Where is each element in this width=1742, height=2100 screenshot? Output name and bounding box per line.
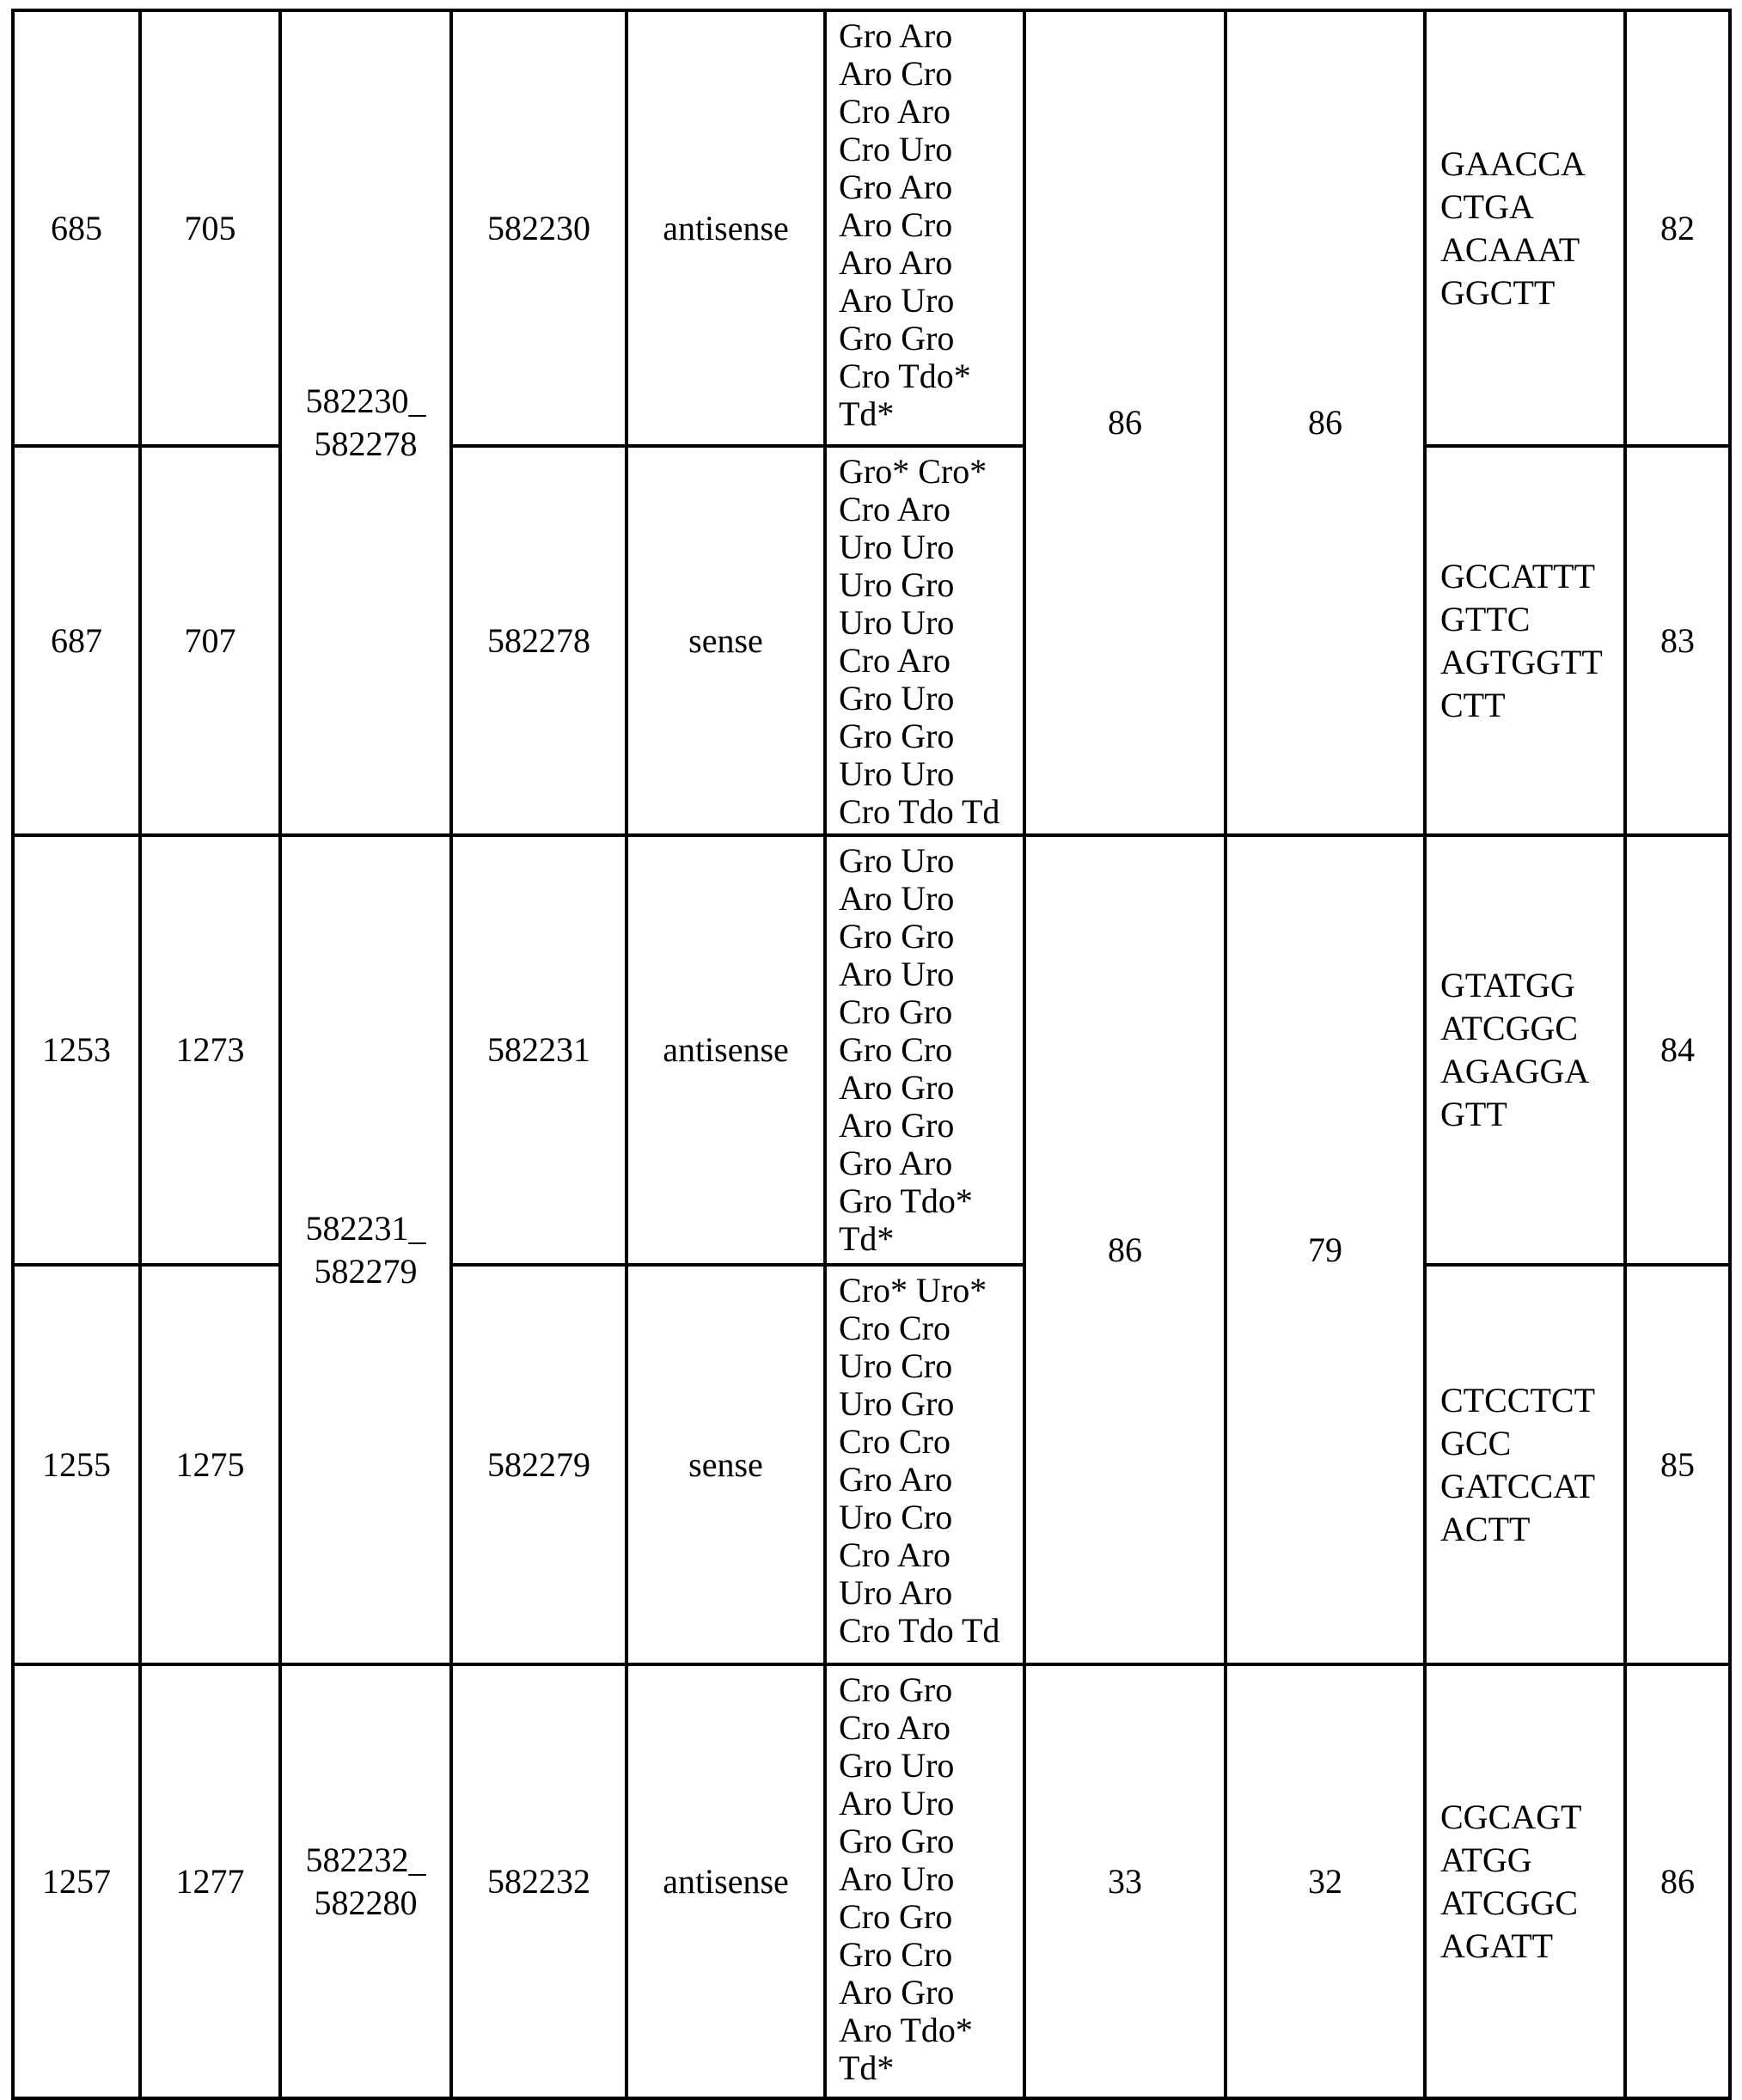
cell-end: 1273 [140,835,280,1265]
cell-end: 1275 [140,1265,280,1664]
table-row [13,446,1730,835]
cell-start: 1253 [13,835,140,1265]
cell-strand: sense [627,446,825,835]
cell-start: 685 [13,10,140,446]
cell-chemistry: Gro Aro Aro Cro Cro Aro Cro Uro Gro Aro Aro Cro Aro Aro Aro Uro Gro Gro Cro Tdo* Td* [825,10,1024,446]
cell-compound-id: 582279 [451,1265,627,1664]
cell-chemistry: Cro Gro Cro Aro Gro Uro Aro Uro Gro Gro Aro Uro Cro Gro Gro Cro Aro Gro Aro Tdo* Td* [825,1664,1024,2098]
cell-start: 1255 [13,1265,140,1664]
cell-sequence: GTATGG ATCGGC AGAGGA GTT [1425,835,1625,1265]
cell-compound-id: 582230 [451,10,627,446]
table-row [13,1265,1730,1664]
cell-strand: antisense [627,1664,825,2098]
cell-seq-id: 82 [1625,10,1730,446]
cell-seq-id: 86 [1625,1664,1730,2098]
cell-value-1: 86 [1024,835,1226,1664]
cell-strand: sense [627,1265,825,1664]
cell-seq-id: 83 [1625,446,1730,835]
cell-sequence: GAACCA CTGA ACAAAT GGCTT [1425,10,1625,446]
cell-value-1: 86 [1024,10,1226,835]
cell-end: 1277 [140,1664,280,2098]
cell-value-2: 79 [1226,835,1425,1664]
oligonucleotide-table [11,9,1732,2100]
cell-end: 707 [140,446,280,835]
cell-compound-id: 582278 [451,446,627,835]
table-row [13,1664,1730,2098]
cell-compound-id: 582232 [451,1664,627,2098]
cell-strand: antisense [627,835,825,1265]
cell-value-2: 86 [1226,10,1425,835]
cell-seq-id: 85 [1625,1265,1730,1664]
cell-start: 687 [13,446,140,835]
cell-seq-id: 84 [1625,835,1730,1265]
cell-duplex-id: 582232_ 582280 [280,1664,451,2098]
cell-sequence: CGCAGT ATGG ATCGGC AGATT [1425,1664,1625,2098]
cell-sequence: CTCCTCT GCC GATCCAT ACTT [1425,1265,1625,1664]
cell-chemistry: Gro* Cro* Cro Aro Uro Uro Uro Gro Uro Uro Cro Aro Gro Uro Gro Gro Uro Uro Cro Tdo Td [825,446,1024,835]
cell-strand: antisense [627,10,825,446]
cell-chemistry: Gro Uro Aro Uro Gro Gro Aro Uro Cro Gro Gro Cro Aro Gro Aro Gro Gro Aro Gro Tdo* Td* [825,835,1024,1265]
cell-end: 705 [140,10,280,446]
cell-duplex-id: 582230_ 582278 [280,10,451,835]
table-row [13,10,1730,446]
cell-chemistry: Cro* Uro* Cro Cro Uro Cro Uro Gro Cro Cro Gro Aro Uro Cro Cro Aro Uro Aro Cro Tdo Td [825,1265,1024,1664]
cell-start: 1257 [13,1664,140,2098]
cell-compound-id: 582231 [451,835,627,1265]
cell-value-1: 33 [1024,1664,1226,2098]
cell-duplex-id: 582231_ 582279 [280,835,451,1664]
cell-value-2: 32 [1226,1664,1425,2098]
cell-sequence: GCCATTT GTTC AGTGGTT CTT [1425,446,1625,835]
table-row [13,835,1730,1265]
